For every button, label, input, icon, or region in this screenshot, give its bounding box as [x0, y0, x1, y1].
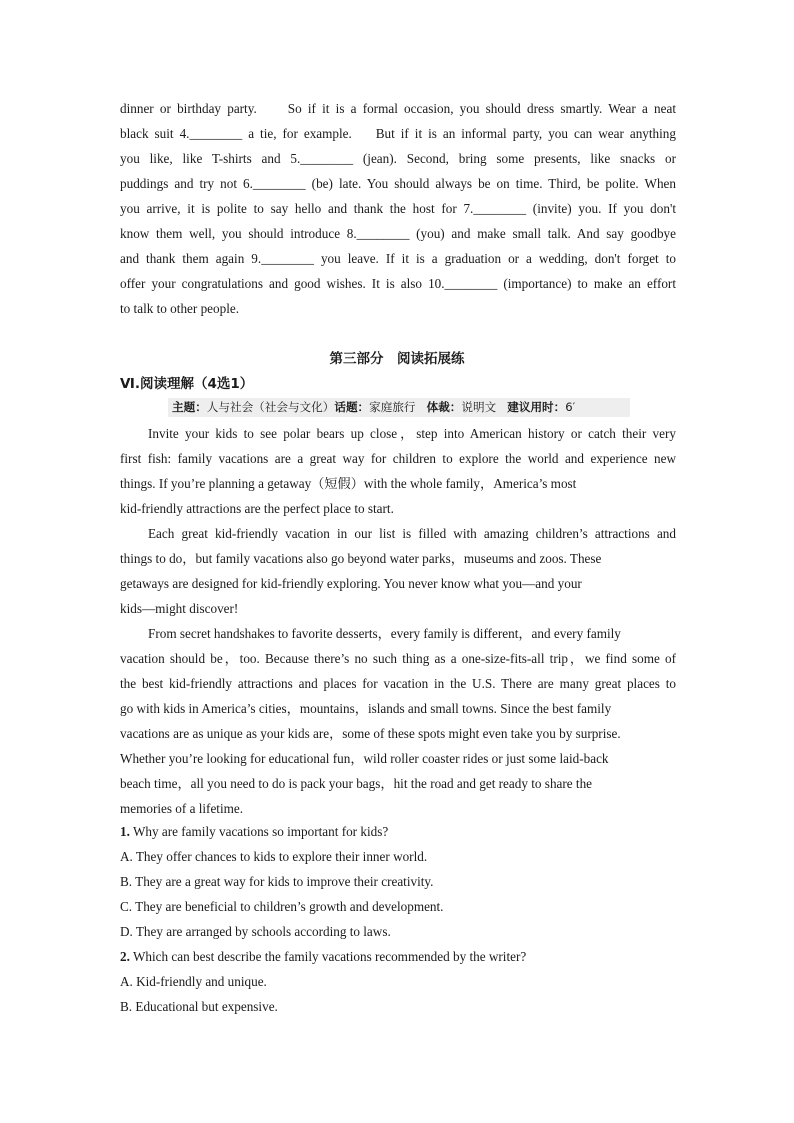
text-line: the best kid-friendly attractions and places for vacation in the U.S. There are many great places to	[120, 676, 676, 691]
text-line: vacation should be，too. Because there’s no such thing as a one-size-fits-all trip，we find some of	[120, 651, 676, 666]
text-line: beach time，all you need to do is pack your bags，hit the road and get ready to share the	[120, 776, 593, 791]
option-b[interactable]: B. They are a great way for kids to improve their creativity.	[120, 874, 434, 889]
reading-paragraph-3	[120, 621, 676, 821]
grammar-passage	[120, 96, 676, 321]
question-text: Which can best describe the family vacations recommended by the writer?	[129, 949, 527, 964]
text-line: and thank them again 9.________ you leave. If it is a graduation or a wedding, don't forget to	[120, 251, 676, 266]
text-line: you like, like T-shirts and 5.________ (jean). Second, bring some presents, like snacks or	[120, 151, 676, 166]
text-line: memories of a lifetime.	[120, 801, 244, 816]
question-2	[120, 944, 526, 1019]
section-title: 第三部分 阅读拓展练	[329, 351, 465, 367]
question-stem	[120, 819, 443, 844]
reading-paragraph-1	[120, 421, 676, 521]
text-line: Whether you’re looking for educational fun，wild roller coaster rides or just some laid-back	[120, 751, 609, 766]
option-a[interactable]: A. They offer chances to kids to explore their inner world.	[120, 849, 428, 864]
text-line: go with kids in America’s cities，mountains，islands and small towns. Since the best family	[120, 701, 612, 716]
text-line: first fish: family vacations are a great way for children to explore the world and experience new	[120, 451, 676, 466]
option-a[interactable]: A. Kid-friendly and unique.	[120, 974, 267, 989]
text-line: vacations are as unique as your kids are，some of these spots might even take you by surprise.	[120, 726, 621, 741]
time-value: 6′	[565, 400, 576, 414]
text-line: to talk to other people.	[120, 301, 240, 316]
text-line: dinner or birthday party. So if it is a formal occasion, you should dress smartly. Wear a neat	[120, 101, 676, 116]
question-number: 2.	[120, 949, 130, 964]
time-label: 建议用时：	[507, 400, 566, 414]
text-line: know them well, you should introduce 8.________ (you) and make small talk. And say goodbye	[120, 226, 676, 241]
option-d[interactable]: D. They are arranged by schools according to laws.	[120, 924, 391, 939]
text-line: Invite your kids to see polar bears up close，step into American history or catch their very	[148, 426, 676, 441]
genre-label: 体裁：	[426, 400, 462, 414]
question-stem	[120, 944, 526, 969]
option-c[interactable]: C. They are beneficial to children’s growth and development.	[120, 899, 444, 914]
topic-value: 家庭旅行	[369, 400, 416, 414]
reading-paragraph-2	[120, 521, 676, 621]
option-b[interactable]: B. Educational but expensive.	[120, 999, 278, 1014]
genre-value: 说明文	[461, 400, 497, 414]
text-line: puddings and try not 6.________ (be) late. You should always be on time. Third, be polite. When	[120, 176, 676, 191]
question-1	[120, 819, 443, 944]
theme-value: 人与社会（社会与文化）	[206, 400, 335, 414]
sub-title: Ⅵ.阅读理解（4选1）	[120, 376, 254, 392]
text-line: you arrive, it is polite to say hello and thank the host for 7.________ (invite) you. If you don't	[120, 201, 676, 216]
text-line: things to do，but family vacations also go beyond water parks，museums and zoos. These	[120, 551, 602, 566]
topic-label: 话题：	[334, 400, 370, 414]
theme-label: 主题：	[172, 400, 207, 414]
text-line: kid-friendly attractions are the perfect place to start.	[120, 501, 394, 516]
text-line: Each great kid-friendly vacation in our list is filled with amazing children’s attractions and	[148, 526, 676, 541]
question-number: 1.	[120, 824, 130, 839]
text-line: black suit 4.________ a tie, for example. But if it is an informal party, you can wear anything	[120, 126, 676, 141]
text-line: From secret handshakes to favorite desserts，every family is different，and every family	[148, 626, 621, 641]
topic-bar	[168, 398, 630, 417]
text-line: getaways are designed for kid-friendly exploring. You never know what you—and your	[120, 576, 582, 591]
question-text: Why are family vacations so important for kids?	[129, 824, 389, 839]
text-line: things. If you’re planning a getaway（短假）with the whole family，America’s most	[120, 476, 577, 491]
text-line: kids—might discover!	[120, 601, 239, 616]
text-line: offer your congratulations and good wishes. It is also 10.________ (importance) to make an effort	[120, 276, 676, 291]
